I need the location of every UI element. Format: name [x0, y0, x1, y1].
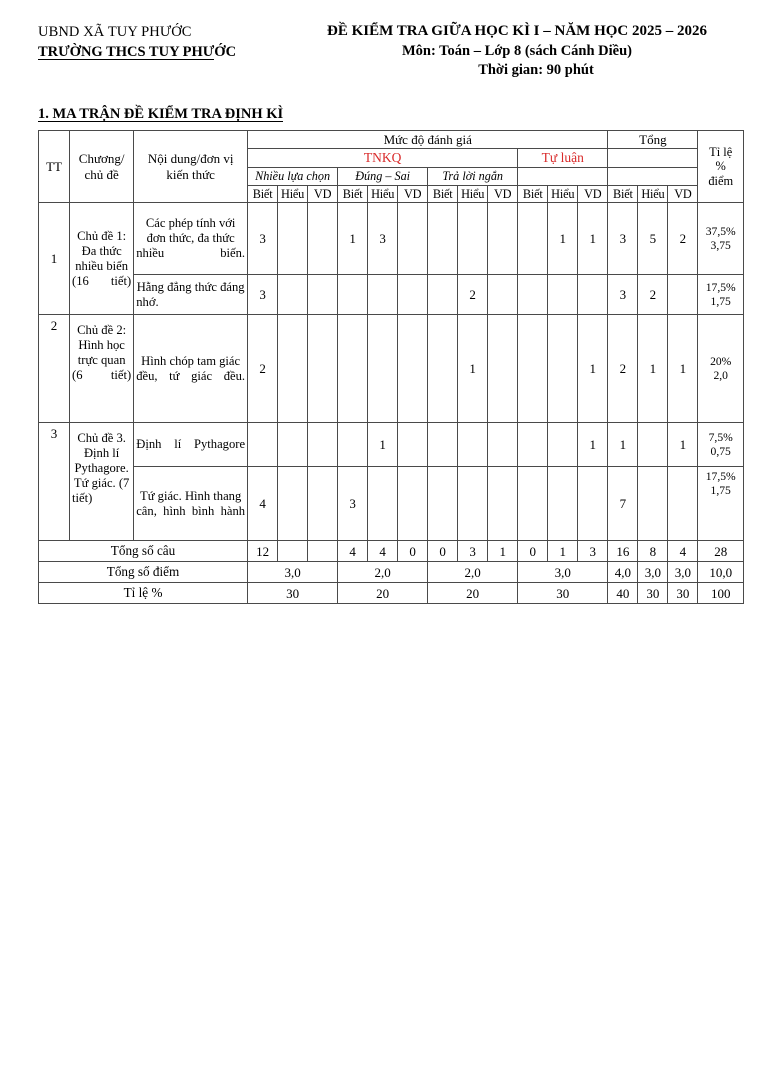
- cell-mlc-biet: 3: [248, 203, 278, 275]
- summary-label: Tỉ lệ %: [39, 583, 248, 604]
- cell-tong-hieu: 1: [638, 315, 668, 423]
- header-tong-blank-2: [608, 149, 698, 168]
- header-tu-luan-blank: [518, 168, 608, 185]
- sum-tl-hieu: 1: [548, 541, 578, 562]
- header-tnkq: TNKQ: [248, 149, 518, 168]
- cell-mlc-hieu: [278, 315, 308, 423]
- sum-pct-tong-biet: 40: [608, 583, 638, 604]
- header-mlc-vd: VD: [308, 185, 338, 203]
- cell-tong-vd: [668, 275, 698, 315]
- cell-tl-vd: [578, 467, 608, 541]
- sum-diem-ds: 2,0: [338, 562, 428, 583]
- header-tln-hieu: Hiểu: [458, 185, 488, 203]
- summary-row-ti-le: [39, 583, 744, 604]
- header-tln-vd: VD: [488, 185, 518, 203]
- row-chapter: Chủ đề 2: Hình học trực quan (6 tiết): [70, 315, 134, 423]
- cell-tong-biet: 2: [608, 315, 638, 423]
- header-tt: TT: [39, 131, 70, 203]
- cell-tong-hieu: [638, 467, 668, 541]
- sum-diem-tong-biet: 4,0: [608, 562, 638, 583]
- cell-tln-hieu: [458, 203, 488, 275]
- cell-mlc-vd: [308, 467, 338, 541]
- cell-ds-vd: [398, 275, 428, 315]
- cell-tong-biet: 1: [608, 423, 638, 467]
- letterhead-right: [296, 22, 738, 80]
- cell-ti-le: 37,5% 3,75: [698, 203, 744, 275]
- sum-pct-tong-vd: 30: [668, 583, 698, 604]
- cell-mlc-vd: [308, 275, 338, 315]
- cell-ti-le: 17,5% 1,75: [698, 467, 744, 541]
- row-content: Tứ giác. Hình thang cân, hình bình hành: [134, 467, 248, 541]
- header-tong-blank-3: [608, 168, 698, 185]
- cell-mlc-biet: 3: [248, 275, 278, 315]
- table-row: [39, 315, 744, 423]
- row-content: Các phép tính với đơn thức, đa thức nhiều biến.: [134, 203, 248, 275]
- sum-diem-mlc: 3,0: [248, 562, 338, 583]
- cell-tln-hieu: 1: [458, 315, 488, 423]
- cell-ds-hieu: [368, 315, 398, 423]
- cell-ds-biet: 3: [338, 467, 368, 541]
- cell-tln-hieu: [458, 423, 488, 467]
- cell-ds-hieu: [368, 467, 398, 541]
- cell-mlc-biet: 4: [248, 467, 278, 541]
- cell-ds-vd: [398, 203, 428, 275]
- cell-tl-vd: 1: [578, 203, 608, 275]
- cell-tong-vd: 1: [668, 423, 698, 467]
- header-tong-biet: Biết: [608, 185, 638, 203]
- cell-tln-vd: [488, 467, 518, 541]
- cell-tong-biet: 3: [608, 275, 638, 315]
- cell-tl-biet: [518, 467, 548, 541]
- cell-tong-vd: 2: [668, 203, 698, 275]
- header-dung-sai: Đúng – Sai: [338, 168, 428, 185]
- cell-tl-hieu: [548, 423, 578, 467]
- sum-pct-total: 100: [698, 583, 744, 604]
- header-tu-luan: Tự luận: [518, 149, 608, 168]
- sum-pct-tl: 30: [518, 583, 608, 604]
- issuing-authority: UBND XÃ TUY PHƯỚC: [38, 24, 192, 40]
- header-mlc-hieu: Hiểu: [278, 185, 308, 203]
- header-tl-biet: Biết: [518, 185, 548, 203]
- cell-tl-biet: [518, 315, 548, 423]
- cell-tln-biet: [428, 275, 458, 315]
- summary-row-tong-so-diem: [39, 562, 744, 583]
- header-ti-le-diem: Tỉ lệ % điểm: [698, 131, 744, 203]
- sum-diem-tln: 2,0: [428, 562, 518, 583]
- cell-ds-hieu: 3: [368, 203, 398, 275]
- sum-diem-tl: 3,0: [518, 562, 608, 583]
- header-muc-do: Mức độ đánh giá: [248, 131, 608, 149]
- sum-diem-tong-hieu: 3,0: [638, 562, 668, 583]
- row-content: Định lí Pythagore: [134, 423, 248, 467]
- cell-tl-biet: [518, 423, 548, 467]
- sum-mlc-vd: [308, 541, 338, 562]
- header-tra-loi-ngan: Trả lời ngắn: [428, 168, 518, 185]
- cell-ds-hieu: [368, 275, 398, 315]
- exam-subject: Môn: Toán – Lớp 8 (sách Cánh Diều): [401, 42, 632, 59]
- exam-title: ĐỀ KIỂM TRA GIỮA HỌC KÌ I – NĂM HỌC 2025 – 2026: [326, 23, 708, 39]
- cell-ds-vd: [398, 315, 428, 423]
- cell-tln-vd: [488, 315, 518, 423]
- header-tln-biet: Biết: [428, 185, 458, 203]
- sum-pct-tong-hieu: 30: [638, 583, 668, 604]
- cell-ds-biet: [338, 423, 368, 467]
- cell-mlc-vd: [308, 315, 338, 423]
- cell-tln-biet: [428, 315, 458, 423]
- exam-duration: Thời gian: 90 phút: [478, 61, 594, 78]
- cell-ti-le: 17,5% 1,75: [698, 275, 744, 315]
- header-nhieu-lua-chon: Nhiều lựa chọn: [248, 168, 338, 185]
- cell-tong-biet: 3: [608, 203, 638, 275]
- cell-tl-vd: [578, 275, 608, 315]
- sum-tln-biet: 0: [428, 541, 458, 562]
- cell-mlc-biet: 2: [248, 315, 278, 423]
- sum-total: 28: [698, 541, 744, 562]
- sum-pct-mlc: 30: [248, 583, 338, 604]
- header-ds-hieu: Hiểu: [368, 185, 398, 203]
- cell-tl-biet: [518, 203, 548, 275]
- cell-tong-hieu: [638, 423, 668, 467]
- cell-tl-hieu: [548, 467, 578, 541]
- header-noidung: Nội dung/đơn vị kiến thức: [134, 131, 248, 203]
- header-tl-vd: VD: [578, 185, 608, 203]
- sum-ds-vd: 0: [398, 541, 428, 562]
- cell-tong-hieu: 2: [638, 275, 668, 315]
- cell-mlc-biet: [248, 423, 278, 467]
- sum-diem-total: 10,0: [698, 562, 744, 583]
- cell-ds-hieu: 1: [368, 423, 398, 467]
- letterhead: [38, 22, 738, 80]
- cell-mlc-vd: [308, 203, 338, 275]
- cell-tong-vd: [668, 467, 698, 541]
- sum-mlc-hieu: [278, 541, 308, 562]
- cell-ti-le: 7,5% 0,75: [698, 423, 744, 467]
- sum-tln-vd: 1: [488, 541, 518, 562]
- header-tong-hieu: Hiểu: [638, 185, 668, 203]
- sum-ds-biet: 4: [338, 541, 368, 562]
- cell-tl-hieu: 1: [548, 203, 578, 275]
- summary-label: Tổng số câu: [39, 541, 248, 562]
- cell-ds-biet: [338, 275, 368, 315]
- row-tt: 2: [39, 315, 70, 423]
- cell-mlc-hieu: [278, 423, 308, 467]
- cell-tl-biet: [518, 275, 548, 315]
- cell-tl-hieu: [548, 275, 578, 315]
- row-tt: 3: [39, 423, 70, 541]
- header-mlc-biet: Biết: [248, 185, 278, 203]
- sum-tl-vd: 3: [578, 541, 608, 562]
- row-chapter: Chủ đề 1: Đa thức nhiều biến (16 tiết): [70, 203, 134, 315]
- cell-tong-vd: 1: [668, 315, 698, 423]
- cell-tong-hieu: 5: [638, 203, 668, 275]
- cell-tln-vd: [488, 423, 518, 467]
- header-ds-vd: VD: [398, 185, 428, 203]
- row-tt: 1: [39, 203, 70, 315]
- cell-tln-biet: [428, 203, 458, 275]
- row-chapter: Chủ đề 3. Định lí Pythagore. Tứ giác. (7 tiết): [70, 423, 134, 541]
- sum-tong-biet: 16: [608, 541, 638, 562]
- row-content: Hình chóp tam giác đều, tứ giác đều.: [134, 315, 248, 423]
- summary-label: Tổng số điểm: [39, 562, 248, 583]
- cell-mlc-hieu: [278, 275, 308, 315]
- cell-mlc-vd: [308, 423, 338, 467]
- sum-ds-hieu: 4: [368, 541, 398, 562]
- summary-row-tong-so-cau: [39, 541, 744, 562]
- table-row: [39, 203, 744, 275]
- table-row: [39, 467, 744, 541]
- cell-ds-vd: [398, 467, 428, 541]
- header-tl-hieu: Hiểu: [548, 185, 578, 203]
- section-heading: 1. MA TRẬN ĐỀ KIỂM TRA ĐỊNH KÌ: [38, 106, 284, 123]
- cell-tl-vd: 1: [578, 315, 608, 423]
- cell-ds-vd: [398, 423, 428, 467]
- cell-tln-vd: [488, 275, 518, 315]
- cell-tln-biet: [428, 423, 458, 467]
- cell-mlc-hieu: [278, 467, 308, 541]
- table-body: [39, 203, 744, 604]
- header-row-1: [39, 131, 744, 149]
- cell-tln-vd: [488, 203, 518, 275]
- cell-tln-hieu: [458, 467, 488, 541]
- sum-pct-ds: 20: [338, 583, 428, 604]
- sum-tong-hieu: 8: [638, 541, 668, 562]
- table-row: [39, 423, 744, 467]
- sum-pct-tln: 20: [428, 583, 518, 604]
- exam-matrix-table: [38, 130, 744, 604]
- letterhead-left: [38, 22, 296, 62]
- sum-tln-hieu: 3: [458, 541, 488, 562]
- sum-mlc-biet: 12: [248, 541, 278, 562]
- cell-mlc-hieu: [278, 203, 308, 275]
- cell-tln-biet: [428, 467, 458, 541]
- cell-ds-biet: [338, 315, 368, 423]
- cell-tong-biet: 7: [608, 467, 638, 541]
- sum-tong-vd: 4: [668, 541, 698, 562]
- cell-tl-hieu: [548, 315, 578, 423]
- header-ds-biet: Biết: [338, 185, 368, 203]
- cell-ti-le: 20% 2,0: [698, 315, 744, 423]
- sum-tl-biet: 0: [518, 541, 548, 562]
- table-row: [39, 275, 744, 315]
- header-chuong: Chương/ chủ đề: [70, 131, 134, 203]
- row-content: Hằng đẳng thức đáng nhớ.: [134, 275, 248, 315]
- cell-tln-hieu: 2: [458, 275, 488, 315]
- table-head: [39, 131, 744, 203]
- sum-diem-tong-vd: 3,0: [668, 562, 698, 583]
- header-tong: Tổng: [608, 131, 698, 149]
- cell-ds-biet: 1: [338, 203, 368, 275]
- school-name: TRƯỜNG THCS TUY PHƯỚC: [38, 43, 237, 60]
- header-tong-vd: VD: [668, 185, 698, 203]
- cell-tl-vd: 1: [578, 423, 608, 467]
